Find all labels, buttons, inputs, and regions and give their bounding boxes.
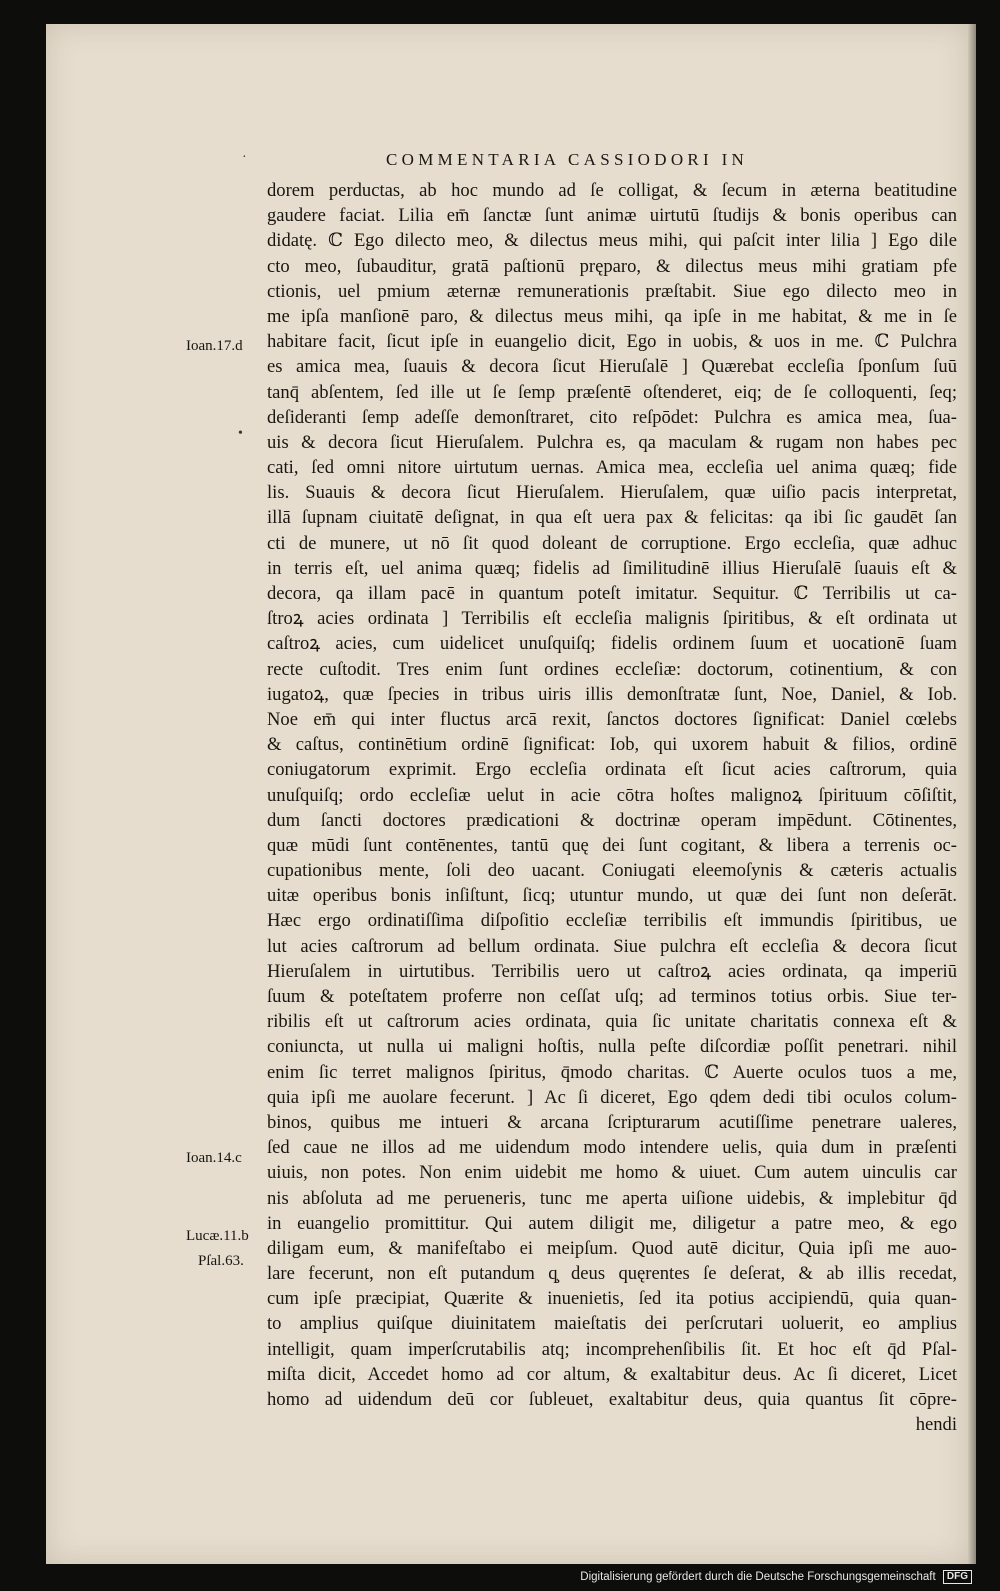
ornament-dot: •	[238, 426, 243, 441]
text-line: cati, ſed omni nitore uirtutum uernas. Amica mea, eccleſia uel anima quæq; fide	[267, 457, 957, 479]
text-line: recte cuſtodit. Tres enim ſunt ordines eccleſiæ: doctorum, cotinentium, & con	[267, 658, 957, 680]
text-line: & caſtus, continētium ordinē ſignificat: Iob, qui uxorem habuit & filios, ordinē	[267, 734, 957, 756]
text-line: lut acies caſtrorum ad bellum ordinata. Siue pulchra eſt eccleſia & decora ſicut	[267, 935, 957, 957]
text-line: ſtroꝝ acies ordinata ] Terribilis eſt eccleſia malignis ſpiritibus, & eſt ordinata ut	[267, 608, 957, 630]
text-line: dorem perductas, ab hoc mundo ad ſe colligat, & ſecum in æterna beatitudine	[267, 180, 957, 201]
text-line: homo ad uidendum deū cor ſubleuet, exaltabitur deus, quia quantus ſit cōpre-	[267, 1389, 957, 1410]
text-line: lis. Suauis & decora ſicut Hieruſalem. Hieruſalem, quæ uiſio pacis interpretat,	[267, 482, 957, 504]
text-line: coniuncta, ut nulla ui maligni hoſtis, nulla peſte diſcordiæ poſſit penetrari. nihil	[267, 1036, 957, 1058]
text-line: uis & decora ſicut Hieruſalem. Pulchra es, qa maculam & rugam non habes pec	[267, 431, 957, 453]
text-line: ſuum & poteſtatem proferre non ceſſat uſq; ad terminos totius orbis. Siue ter-	[267, 986, 957, 1007]
text-line: lare fecerunt, non eſt putandum q̧ deus quęrentes ſe deſerat, & ab illis recedat,	[267, 1263, 957, 1285]
text-line: cum ipſe præcipiat, Quærite & inuenietis, ſed ita potius accipiendū, quia quan-	[267, 1288, 957, 1310]
text-line: ribilis eſt ut caſtrorum acies ordinata, quia ſic unitate charitatis connexa eſt &	[267, 1011, 957, 1033]
margin-note: Lucæ.11.b	[186, 1228, 249, 1244]
text-line: uitæ operibus bonis inſiſtunt, ſicq; utuntur mundo, ut quæ dei ſunt non deſerāt.	[267, 885, 957, 907]
text-line: nis abſoluta ad me perueneris, tunc me aperta uiſione uidebis, & implebitur q̄d	[267, 1187, 957, 1209]
text-line: Noe em̄ qui inter fluctus arcā rexit, ſanctos doctores ſignificat: Daniel cœlebs	[267, 708, 957, 730]
text-line: Hæc ergo ordinatiſſima diſpoſitio eccleſiæ terribilis eſt immundis ſpiritibus, ue	[267, 910, 957, 932]
text-line: gaudere faciat. Lilia em̄ ſanctæ ſunt animæ uirtutū ſtudijs & bonis operibus can	[267, 205, 957, 227]
margin-note: Pſal.63.	[198, 1253, 244, 1269]
text-line: intelligit, quam imperſcrutabilis atq; incomprehenſibilis ſit. Et hoc eſt q̄d Pſal-	[267, 1338, 957, 1360]
text-line: diligam eum, & manifeſtabo ei meipſum. Quod autē dicitur, Quia ipſi me auo-	[267, 1237, 957, 1259]
text-line: es amica mea, ſuauis & decora ſicut Hieruſalē ] Quærebat eccleſia ſponſum ſuū	[267, 356, 957, 378]
footer-credit	[580, 1570, 972, 1584]
text-line: quia ipſi me auolare fecerunt. ] Ac ſi diceret, Ego qdem dedi tibi oculos colum-	[267, 1086, 957, 1108]
text-line: decora, qa illam pacē in quantum poteſt imitatur. Sequitur. ℂ Terribilis ut ca-	[267, 583, 957, 604]
margin-note: Ioan.17.d	[186, 338, 243, 354]
text-line: in terris eſt, uel anima quæq; fidelis ad ſimilitudinē illius Hieruſalē ſuauis eſt &	[267, 557, 957, 579]
body-text	[267, 178, 957, 1437]
text-line: hendi	[915, 1414, 957, 1436]
text-line: in euangelio promittitur. Qui autem diligit me, diligetur a patre meo, & ego	[267, 1212, 957, 1234]
running-title: COMMENTARIA CASSIODORI IN	[386, 150, 749, 169]
text-line: uiuis, non potes. Non enim uidebit me homo & uiuet. Cum autem uinculis car	[267, 1162, 957, 1184]
text-line: Hieruſalem in uirtutibus. Terribilis uero ut caſtroꝝ acies ordinata, qa imperiū	[267, 960, 957, 982]
dfg-logo-icon: DFG	[943, 1570, 972, 1584]
text-line: cupationibus mente, ſoli deo uacant. Coniugati eleemoſynis & cæteris actualis	[267, 860, 957, 882]
ornament-dot: ·	[242, 150, 247, 165]
text-line: habitare facit, ſicut ipſe in euangelio dicit, Ego in uobis, & uos in me. ℂ Pulchra	[267, 331, 957, 353]
text-line: ſed caue ne illos ad me uidendum modo intendere uelis, quia dum in præſenti	[267, 1137, 957, 1159]
text-line: binos, quibus me intueri & arcana ſcripturarum acutiſſime penetrare ualeres,	[267, 1111, 957, 1133]
text-line: cti de munere, ut nō ſit quod doleant de corruptione. Ergo eccleſia, quæ adhuc	[267, 532, 957, 554]
text-line: enim ſic terret malignos ſpiritus, q̄modo charitas. ℂ Auerte oculos tuos a me,	[267, 1061, 957, 1083]
text-line: iugatoꝝ, quæ ſpecies in tribus uiris illis demonſtratæ ſunt, Noe, Daniel, & Iob.	[267, 683, 957, 705]
page-edge	[968, 24, 976, 1564]
text-line: dum ſancti doctores prædicationi & doctrinæ operam impēdunt. Cōtinentes,	[267, 809, 957, 831]
text-line: illā ſupnam ciuitatē deſignat, in qua eſt uera pax & felicitas: qa ibi ſic gaudēt ſan	[267, 507, 957, 529]
text-line: me ipſa manſionē paro, & dilectus meus mihi, qa ipſe in me habitat, & me in ſe	[267, 305, 957, 327]
text-line: ctionis, uel pmium æternæ remunerationis præſtabit. Siue ego dilecto meo in	[267, 280, 957, 302]
text-line: miſta dicit, Accedet homo ad cor altum, & exaltabitur deus. Ac ſi diceret, Licet	[267, 1363, 957, 1385]
text-line: tanq̄ abſentem, ſed ille ut ſe ſemp præſentē oſtenderet, eiq; de ſe colloquenti, ſeq;	[267, 381, 957, 403]
footer-text: Digitalisierung gefördert durch die Deutsche Forschungsgemeinschaft	[580, 1571, 936, 1584]
text-line: to amplius quiſque diuinitatem maieſtatis dei perſcrutari uoluerit, eo amplius	[267, 1313, 957, 1335]
text-line: quæ mūdi ſunt contēnentes, tantū quę dei ſunt cogitant, & libera a terrenis oc-	[267, 834, 957, 856]
text-line: didatę. ℂ Ego dilecto meo, & dilectus meus mihi, qui paſcit inter lilia ] Ego dile	[267, 230, 957, 252]
text-line: caſtroꝝ acies, cum uidelicet unuſquiſq; fidelis ordinem ſuum et uocationē ſuam	[267, 633, 957, 655]
text-line: cto meo, ſubauditur, gratā paſtionū pręparo, & dilectus meus mihi gratiam pfe	[267, 255, 957, 277]
text-line: coniugatorum exprimit. Ergo eccleſia ordinata eſt ſicut acies caſtrorum, quia	[267, 759, 957, 781]
margin-note: Ioan.14.c	[186, 1150, 242, 1166]
text-line: unuſquiſq; ordo eccleſiæ uelut in acie cōtra hoſtes malignoꝝ ſpirituum cōſiſtit,	[267, 784, 957, 806]
text-line: deſideranti ſemp adeſſe demonſtraret, cito reſpōdet: Pulchra es amica mea, ſua-	[267, 406, 957, 428]
